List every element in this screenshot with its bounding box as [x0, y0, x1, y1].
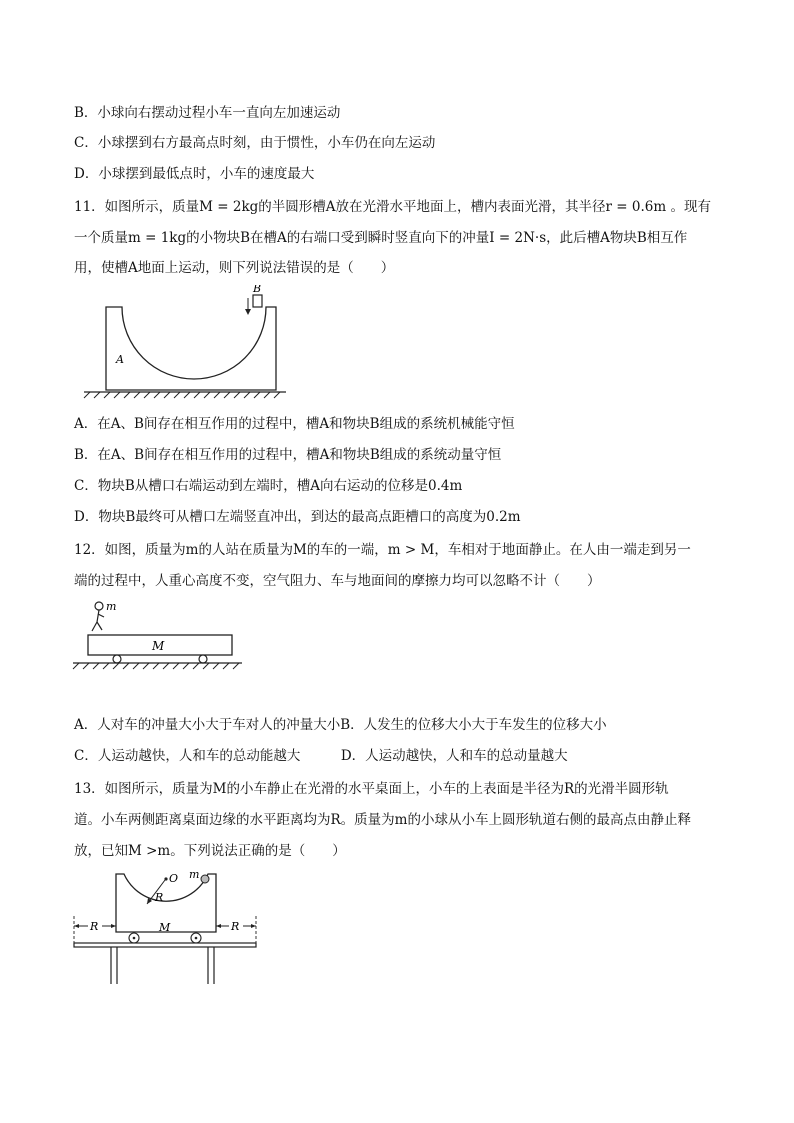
q12-wheel-right	[199, 655, 207, 663]
q11-block-b	[253, 295, 262, 307]
q12-label-m: m	[106, 600, 117, 613]
q11-stem-line1: 11．如图所示，质量M = 2kg的半圆形槽A放在光滑水平地面上，槽内表面光滑，其半径r = 0.6m 。现有	[74, 199, 711, 215]
q13-label-r-right: R	[231, 920, 240, 933]
q12-figure	[70, 598, 245, 673]
q13-label-m: m	[189, 868, 200, 881]
q12-label-M: M	[152, 639, 165, 653]
q11-stem-line2: 一个质量m = 1kg的小物块B在槽A的右端口受到瞬时竖直向下的冲量I = 2N·s，此后槽A物块B相互作	[74, 230, 688, 246]
q11-figure	[80, 285, 290, 400]
q12-options-cd: C．人运动越快，人和车的总动能越大 D．人运动越快，人和车的总动量越大	[74, 748, 568, 764]
q11-option-a: A．在A、B间存在相互作用的过程中，槽A和物块B组成的系统机械能守恒	[74, 416, 515, 432]
q11-arrowhead	[245, 309, 251, 315]
q10-option-d: D．小球摆到最低点时，小车的速度最大	[74, 166, 315, 182]
q13-stem-line1: 13．如图所示，质量为M的小车静止在光滑的水平桌面上，小车的上表面是半径为R的光滑半圆形轨	[74, 781, 669, 797]
q11-option-d: D．物块B最终可从槽口左端竖直冲出，到达的最高点距槽口的高度为0.2m	[74, 509, 521, 525]
q13-stem-line3: 放，已知M >m。下列说法正确的是（ ）	[74, 843, 346, 859]
q12-stem-line2: 端的过程中，人重心高度不变，空气阻力、车与地面间的摩擦力均可以忽略不计（ ）	[74, 573, 601, 589]
q11-label-b: B	[253, 285, 262, 295]
q11-ground-hatch	[84, 392, 280, 398]
q11-option-c: C．物块B从槽口右端运动到左端时，槽A向右运动的位移是0.4m	[74, 478, 463, 494]
q13-label-r-left: R	[90, 920, 99, 933]
q12-stem-line1: 12．如图，质量为m的人站在质量为M的车的一端，m > M，车相对于地面静止。在人由一端走到另一	[74, 542, 691, 558]
q11-label-a: A	[116, 353, 124, 366]
q12-ground-hatch	[73, 663, 239, 669]
q13-stem-line2: 道。小车两侧距离桌面边缘的水平距离均为R。质量为m的小球从小车上圆形轨道右侧的最高点由静止释	[74, 812, 691, 828]
q13-figure	[68, 868, 263, 986]
q12-person	[92, 602, 104, 631]
q12-options-ab: A．人对车的冲量大小大于车对人的冲量大小B．人发生的位移大小大于车发生的位移大小	[74, 717, 607, 733]
q13-label-M: M	[159, 921, 171, 934]
q10-option-c: C．小球摆到右方最高点时刻，由于惯性，小车仍在向左运动	[74, 135, 436, 151]
q11-stem-line3: 用，使槽A地面上运动，则下列说法错误的是（ ）	[74, 260, 395, 276]
q13-label-o: O	[169, 872, 179, 885]
q13-label-r: R	[155, 891, 164, 904]
q11-groove-body	[106, 307, 276, 390]
q12-wheel-left	[113, 655, 121, 663]
q11-option-b: B．在A、B间存在相互作用的过程中，槽A和物块B组成的系统动量守恒	[74, 447, 502, 463]
q13-ball	[201, 875, 209, 883]
q10-option-b: B．小球向右摆动过程小车一直向左加速运动	[74, 105, 341, 121]
q13-table-top	[74, 943, 256, 947]
